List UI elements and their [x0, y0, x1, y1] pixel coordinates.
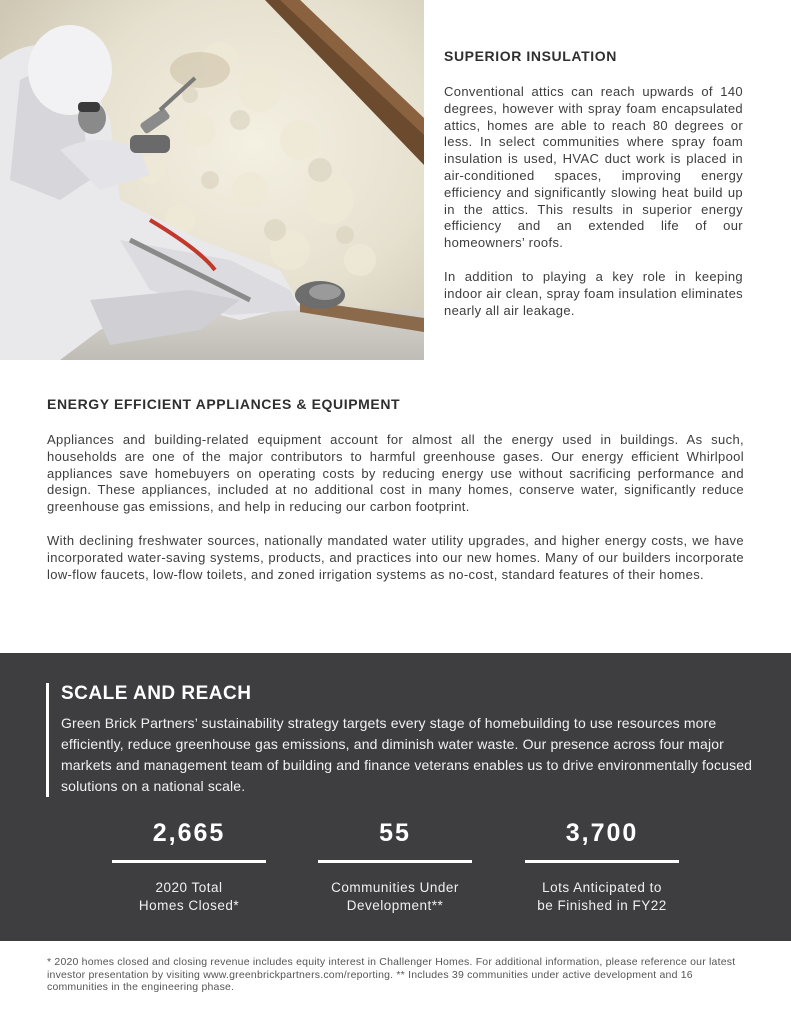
stat-homes-closed	[112, 818, 266, 915]
superior-insulation-heading: SUPERIOR INSULATION	[444, 48, 617, 64]
superior-insulation-section	[444, 48, 743, 319]
scale-title: SCALE AND REACH	[61, 683, 252, 704]
superior-insulation-paragraph-2: In addition to playing a key role in keeping indoor air clean, spray foam insulation eliminates nearly all air leakage.	[444, 268, 743, 318]
energy-efficient-appliances-section	[47, 396, 744, 583]
superior-insulation-paragraph-1: Conventional attics can reach upwards of 140 degrees, however with spray foam encapsulated attics, homes are able to reach 80 degrees or less. In select communities where spray foam insulation is used, HVAC duct work is placed in air-conditioned spaces, improving energy efficiency and significantly slowing heat build up in the attics. This results in superior energy efficiency and an extended life of our homeowners’ roofs.	[444, 84, 743, 251]
scale-intro-block	[46, 683, 763, 797]
stat-label-line: be Finished in FY22	[537, 898, 667, 913]
stat-value: 55	[379, 819, 411, 847]
stat-communities	[318, 818, 472, 915]
stat-value: 2,665	[152, 819, 226, 847]
stat-label	[112, 879, 266, 915]
stat-value: 3,700	[565, 819, 639, 847]
stat-divider	[525, 860, 679, 863]
stat-divider	[112, 860, 266, 863]
spray-foam-photo	[0, 0, 424, 360]
appliances-heading: ENERGY EFFICIENT APPLIANCES & EQUIPMENT	[47, 396, 401, 412]
stat-label-line: Lots Anticipated to	[542, 880, 662, 895]
stat-label-line: 2020 Total	[155, 880, 223, 895]
footnote: * 2020 homes closed and closing revenue includes equity interest in Challenger Homes. For additional information, please reference our latest investor presentation by visiting www.greenbrickpartners.com/reporting. ** Includes 39 communities under active development and 16 communities in the engineering phase.	[47, 956, 736, 993]
spray-foam-illustration	[0, 0, 424, 360]
appliances-paragraph-2: With declining freshwater sources, nationally mandated water utility upgrades, and higher energy costs, we have incorporated water-saving systems, products, and practices into our new homes. Many of our builders incorporate low-flow faucets, low-flow toilets, and zoned irrigation systems as no-cost, standard features of their homes.	[47, 532, 744, 582]
stat-label-line: Communities Under	[331, 880, 459, 895]
stat-label-line: Homes Closed*	[138, 898, 240, 913]
stat-label-line: Development**	[346, 898, 444, 913]
stat-divider	[318, 860, 472, 863]
appliances-paragraph-1: Appliances and building-related equipment account for almost all the energy used in buildings. As such, households are one of the major contributors to harmful greenhouse gases. Our energy efficient Whirlpool appliances save homebuyers on operating costs by reducing energy use without sacrificing performance and design. These appliances, included at no additional cost in many homes, conserve water, significantly reduce greenhouse gas emissions, and help in reducing our carbon footprint.	[47, 432, 744, 515]
stat-label	[318, 879, 472, 915]
scale-and-reach-band	[0, 653, 791, 941]
stat-label	[525, 879, 679, 915]
stat-lots-anticipated	[525, 818, 679, 915]
scale-body: Green Brick Partners’ sustainability strategy targets every stage of homebuilding to use resources more efficiently, reduce greenhouse gas emissions, and diminish water waste. Our presence across four major markets and management team of building and finance veterans enables us to drive environmentally focused solutions on a national scale.	[61, 715, 753, 794]
